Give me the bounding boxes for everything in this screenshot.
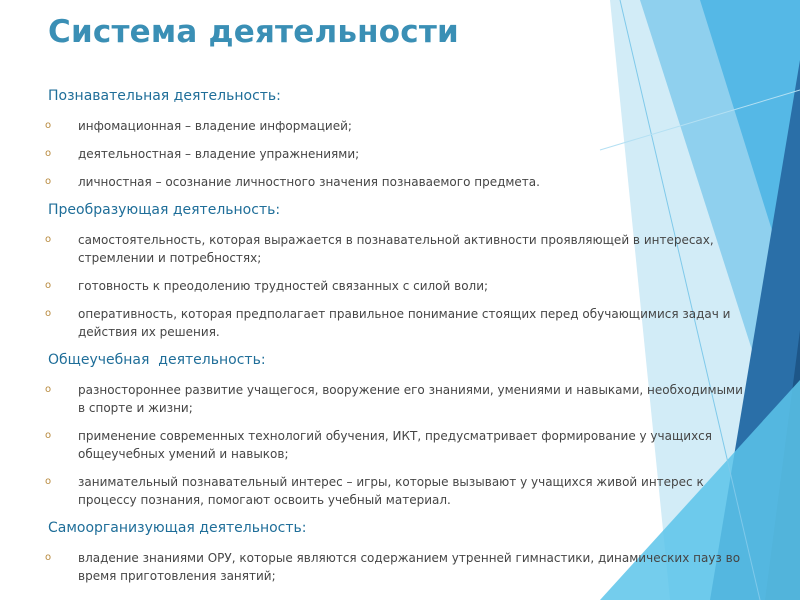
list-item-text: применение современных технологий обучения, ИКТ, предусматривает формирование у учащихся общеучебных умений и навыков; [78,429,712,461]
slide-title: Система деятельности [48,14,459,50]
bullet-circle-icon: o [45,280,52,291]
list-item-text: готовность к преодолению трудностей связанных с силой воли; [78,279,489,293]
bullet-circle-icon: o [45,552,52,563]
list-item [45,305,748,341]
section-heading: Преобразующая деятельность: [48,202,281,218]
section-heading: Познавательная деятельность: [48,88,281,104]
bullet-circle-icon: o [45,430,52,441]
bullet-circle-icon: o [45,120,52,131]
list-item-text: занимательный познавательный интерес – игры, которые вызывают у учащихся живой интерес к процессу познания, помогают освоить учебный материал. [78,475,704,507]
list-item-text: самостоятельность, которая выражается в познавательной активности проявляющей в интересах, стремлении и потребностях; [78,233,714,265]
bullet-circle-icon: o [45,148,52,159]
bullet-list [45,117,748,191]
bullet-list [45,381,748,509]
list-item [45,381,748,417]
list-item [45,145,748,163]
list-item [45,231,748,267]
list-item-text: разностороннее развитие учащегося, вооружение его знаниями, умениями и навыками, необходимыми в спорте и жизни; [78,383,743,415]
bullet-list [45,231,748,341]
bullet-circle-icon: o [45,476,52,487]
bullet-circle-icon: o [45,384,52,395]
list-item [45,173,748,191]
list-item-text: инфомационная – владение информацией; [78,119,352,133]
list-item-text: оперативность, которая предполагает правильное понимание стоящих перед обучающимися задач и действия их решения. [78,307,731,339]
bullet-circle-icon: o [45,176,52,187]
bullet-circle-icon: o [45,308,52,319]
list-item [45,427,748,463]
list-item [45,117,748,135]
section-general-educational [45,351,748,509]
list-item-text: владение знаниями ОРУ, которые являются содержанием утренней гимнастики, динамических пауз во время приготовления занятий; [78,551,741,583]
list-item [45,473,748,509]
list-item-text: деятельностная – владение упражнениями; [78,147,360,161]
list-item [45,277,748,295]
list-item-text: личностная – осознание личностного значения познаваемого предмета. [78,175,540,189]
section-self-organizing [45,519,748,585]
section-transformative [45,201,748,341]
bullet-circle-icon: o [45,234,52,245]
section-heading: Самоорганизующая деятельность: [48,520,307,536]
list-item [45,549,748,585]
section-cognitive [45,87,748,191]
section-heading: Общеучебная деятельность: [48,352,266,368]
bullet-list [45,549,748,585]
slide-content [45,87,748,595]
